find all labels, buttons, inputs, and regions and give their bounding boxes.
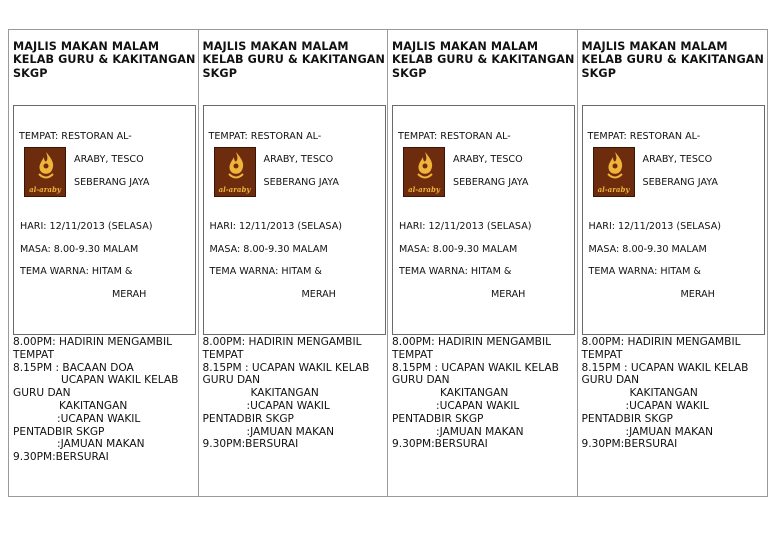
programme-line: TEMPAT — [392, 348, 433, 361]
event-time: MASA: 8.00-9.30 MALAM — [20, 244, 139, 255]
programme-line: TEMPAT — [202, 348, 244, 361]
title-line: KELAB GURU & KAKITANGAN — [13, 53, 196, 67]
venue-line: SEBERANG JAYA — [642, 177, 718, 188]
event-details-box — [13, 105, 196, 335]
programme-line: :JAMUAN MAKAN — [436, 425, 524, 438]
event-programme — [203, 336, 389, 451]
programme-line: 9.30PM:BERSURAI — [581, 438, 678, 451]
restaurant-logo — [24, 147, 66, 197]
venue-line: ARABY, TESCO — [642, 154, 713, 165]
event-date: HARI: 12/11/2013 (SELASA) — [399, 221, 532, 232]
programme-line: 8.15PM : BACAAN DOA — [13, 361, 134, 374]
venue-line: ARABY, TESCO — [263, 154, 334, 165]
venue-line: ARABY, TESCO — [74, 154, 144, 165]
title-line: MAJLIS MAKAN MALAM — [13, 40, 160, 53]
event-time: MASA: 8.00-9.30 MALAM — [399, 244, 518, 255]
venue-line: SEBERANG JAYA — [453, 177, 529, 188]
event-date: HARI: 12/11/2013 (SELASA) — [20, 221, 153, 232]
event-details-box — [392, 105, 575, 335]
programme-line: 9.30PM:BERSURAI — [202, 438, 299, 451]
programme-line: PENTADBIR SKGP — [13, 425, 105, 438]
invitation-card — [9, 30, 199, 496]
programme-line: 8.00PM: HADIRIN MENGAMBIL — [202, 336, 362, 348]
invitation-sheet — [8, 29, 768, 497]
title-line: KELAB GURU & KAKITANGAN — [581, 53, 764, 67]
color-theme: MERAH — [491, 289, 526, 300]
programme-line: 8.15PM : UCAPAN WAKIL KELAB — [202, 361, 370, 374]
title-line: SKGP — [581, 66, 617, 80]
programme-line: KAKITANGAN — [250, 387, 319, 400]
title-line: SKGP — [202, 66, 238, 80]
programme-line: TEMPAT — [581, 348, 623, 361]
event-programme — [392, 336, 578, 451]
restaurant-logo — [214, 147, 256, 197]
card-title — [392, 40, 578, 80]
title-line: MAJLIS MAKAN MALAM — [202, 40, 349, 53]
programme-line: GURU DAN — [392, 374, 450, 387]
color-theme: TEMA WARNA: HITAM & — [588, 266, 701, 277]
venue-line: SEBERANG JAYA — [263, 177, 339, 188]
venue-line: TEMPAT: RESTORAN AL- — [398, 131, 511, 142]
title-line: SKGP — [13, 66, 48, 80]
event-date: HARI: 12/11/2013 (SELASA) — [588, 221, 721, 232]
logo-text: al-araby — [218, 185, 251, 194]
event-details-box — [582, 105, 765, 335]
event-programme — [582, 336, 768, 451]
logo-text: al-araby — [597, 185, 630, 194]
programme-line: :JAMUAN MAKAN — [246, 425, 335, 438]
programme-line: PENTADBIR SKGP — [581, 412, 673, 425]
programme-line: :UCAPAN WAKIL — [57, 412, 141, 425]
title-line: MAJLIS MAKAN MALAM — [392, 40, 539, 53]
color-theme: MERAH — [301, 289, 336, 300]
programme-line: :UCAPAN WAKIL — [246, 399, 330, 412]
flame-emblem-icon — [594, 148, 636, 186]
title-line: KELAB GURU & KAKITANGAN — [392, 53, 575, 67]
programme-line: 8.15PM : UCAPAN WAKIL KELAB — [581, 361, 749, 374]
programme-line: PENTADBIR SKGP — [392, 412, 484, 425]
color-theme: TEMA WARNA: HITAM & — [209, 266, 322, 277]
venue-line: ARABY, TESCO — [453, 154, 523, 165]
event-time: MASA: 8.00-9.30 MALAM — [209, 244, 328, 255]
invitation-card — [199, 30, 389, 496]
programme-line: GURU DAN — [581, 374, 640, 387]
venue-line: SEBERANG JAYA — [74, 177, 150, 188]
programme-line: GURU DAN — [13, 387, 71, 400]
logo-text: al-araby — [29, 185, 61, 194]
title-line: KELAB GURU & KAKITANGAN — [202, 53, 385, 67]
programme-line: 8.15PM : UCAPAN WAKIL KELAB — [392, 361, 559, 374]
title-line: SKGP — [392, 66, 427, 80]
invitation-card — [578, 30, 768, 496]
event-details-box — [203, 105, 386, 335]
color-theme: TEMA WARNA: HITAM & — [399, 266, 512, 277]
invitation-card — [388, 30, 578, 496]
restaurant-logo — [593, 147, 635, 197]
programme-line: UCAPAN WAKIL KELAB — [61, 374, 179, 387]
programme-line: 8.00PM: HADIRIN MENGAMBIL — [392, 336, 551, 348]
programme-line: KAKITANGAN — [629, 387, 698, 400]
programme-line: :JAMUAN MAKAN — [625, 425, 714, 438]
color-theme: MERAH — [680, 289, 715, 300]
event-programme — [13, 336, 199, 464]
programme-line: TEMPAT — [13, 348, 54, 361]
programme-line: :UCAPAN WAKIL — [436, 399, 520, 412]
programme-line: :JAMUAN MAKAN — [57, 438, 145, 451]
flame-emblem-icon — [404, 148, 446, 186]
flame-emblem-icon — [25, 148, 67, 186]
programme-line: 8.00PM: HADIRIN MENGAMBIL — [13, 336, 172, 348]
logo-text: al-araby — [408, 185, 440, 194]
programme-line: 8.00PM: HADIRIN MENGAMBIL — [581, 336, 741, 348]
card-title — [13, 40, 199, 80]
programme-line: PENTADBIR SKGP — [202, 412, 294, 425]
venue-line: TEMPAT: RESTORAN AL- — [587, 131, 701, 142]
card-title — [582, 40, 768, 80]
programme-line: KAKITANGAN — [440, 387, 509, 400]
event-time: MASA: 8.00-9.30 MALAM — [588, 244, 707, 255]
card-title — [203, 40, 389, 80]
event-date: HARI: 12/11/2013 (SELASA) — [209, 221, 342, 232]
restaurant-logo — [403, 147, 445, 197]
venue-line: TEMPAT: RESTORAN AL- — [208, 131, 322, 142]
color-theme: TEMA WARNA: HITAM & — [20, 266, 133, 277]
color-theme: MERAH — [112, 289, 147, 300]
title-line: MAJLIS MAKAN MALAM — [581, 40, 728, 53]
programme-line: KAKITANGAN — [59, 399, 128, 412]
flame-emblem-icon — [215, 148, 257, 186]
programme-line: :UCAPAN WAKIL — [625, 399, 709, 412]
programme-line: GURU DAN — [202, 374, 261, 387]
programme-line: 9.30PM:BERSURAI — [392, 438, 488, 451]
programme-line: 9.30PM:BERSURAI — [13, 451, 109, 464]
venue-line: TEMPAT: RESTORAN AL- — [19, 131, 132, 142]
